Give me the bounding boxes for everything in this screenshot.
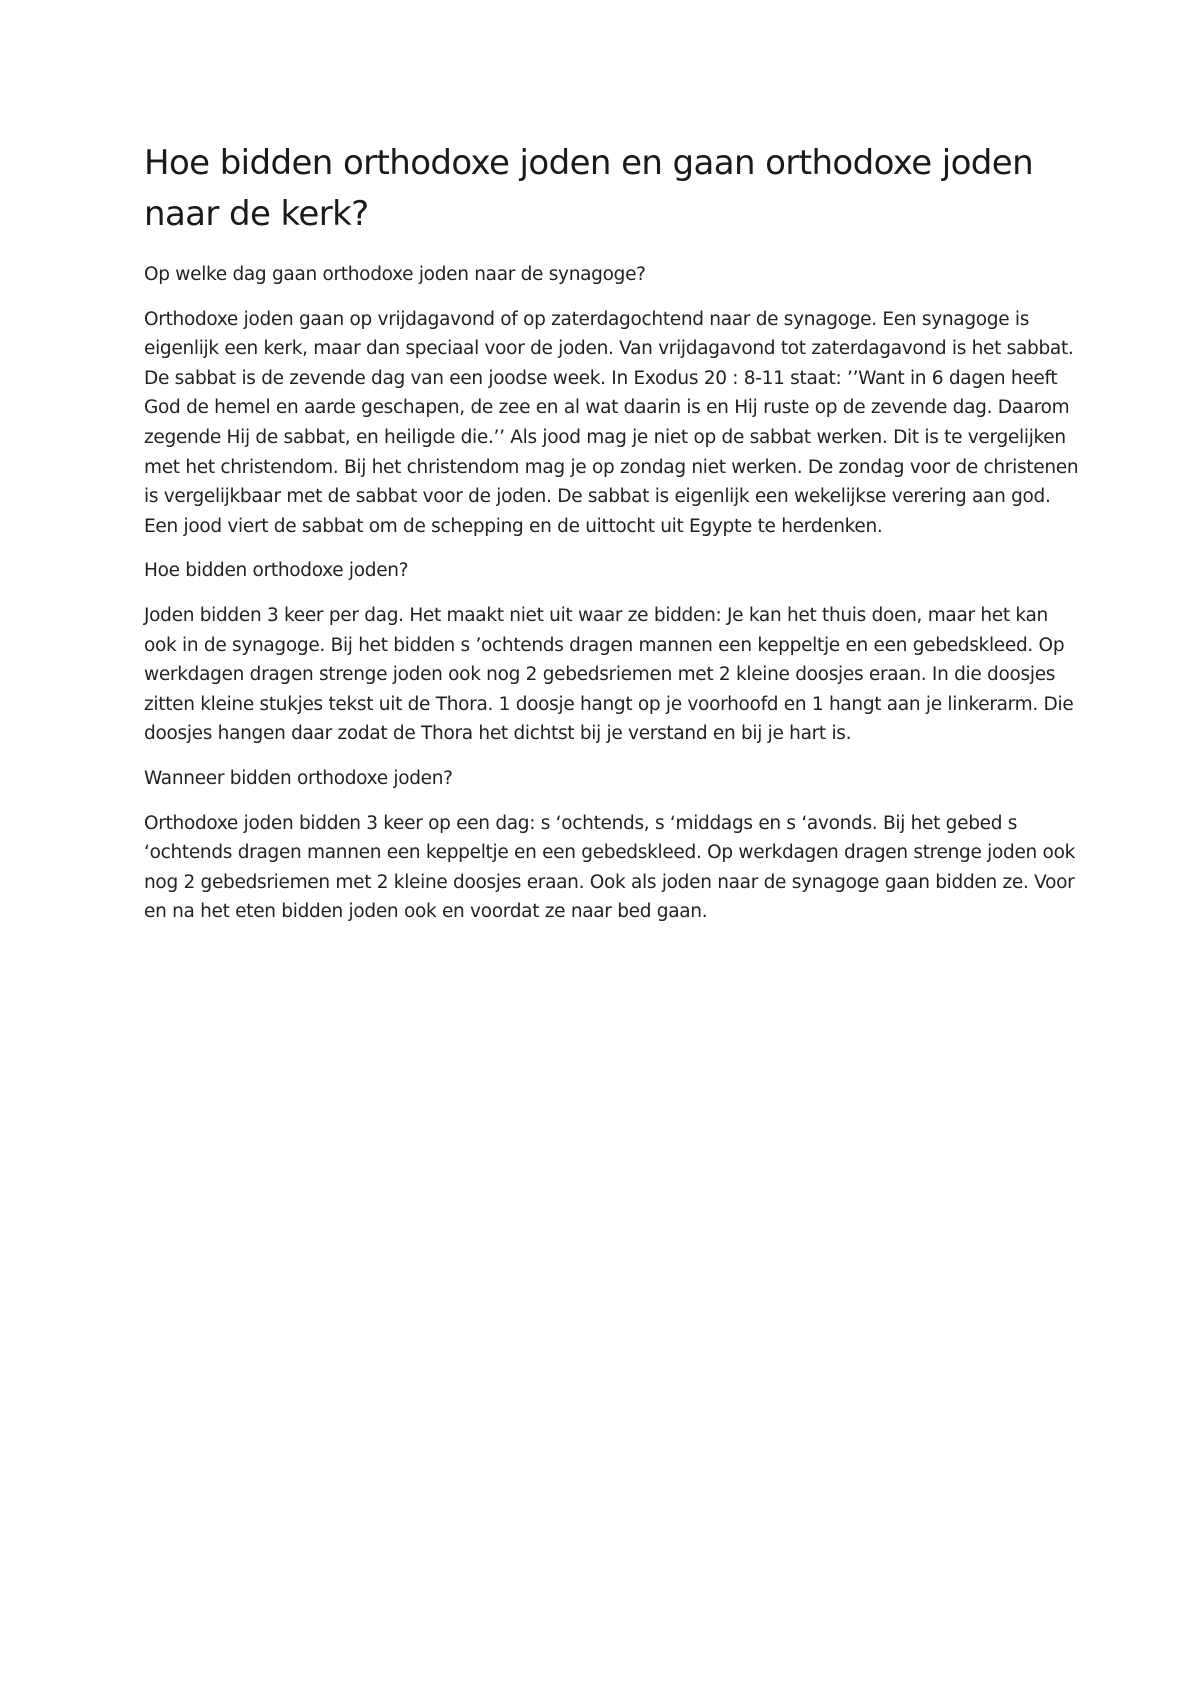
document-title: Hoe bidden orthodoxe joden en gaan orthodoxe joden naar de kerk? (144, 143, 1034, 234)
section-heading-how-to-pray: Hoe bidden orthodoxe joden? (144, 560, 409, 582)
document-content (144, 138, 1079, 942)
section-body-when-to-pray: Orthodoxe joden bidden 3 keer op een dag: s ‘ochtends, s ‘middags en s ‘avonds. Bij het gebed s ‘ochtends dragen mannen een keppeltje en een gebedskleed. Op werkdagen dragen strenge joden ook nog 2 gebedsriemen met 2 kleine doosjes eraan. Ook als joden naar de synagoge gaan bidden ze. Voor en na het eten bidden joden ook en voordat ze naar bed gaan. (144, 812, 1075, 923)
section-heading-sabbath-day: Op welke dag gaan orthodoxe joden naar de synagoge? (144, 264, 646, 285)
section-heading-when-to-pray: Wanneer bidden orthodoxe joden? (144, 767, 453, 789)
section-body-how-to-pray: Joden bidden 3 keer per dag. Het maakt niet uit waar ze bidden: Je kan het thuis doen, maar het kan ook in de synagoge. Bij het bidden s ’ochtends dragen mannen een keppeltje en een gebedskleed. Op werkdagen dragen strenge joden ook nog 2 gebedsriemen met 2 kleine doosjes eraan. In die doosjes zitten kleine stukjes tekst uit de Thora. 1 doosje hangt op je voorhoofd en 1 hangt aan je linkerarm. Die doosjes hangen daar zodat de Thora het dichtst bij je verstand en bij je hart is. (144, 604, 1074, 745)
section-body-sabbath-day: Orthodoxe joden gaan op vrijdagavond of op zaterdagochtend naar de synagoge. Een synagoge is eigenlijk een kerk, maar dan speciaal voor de joden. Van vrijdagavond tot zaterdagavond is het sabbat. De sabbat is de zevende dag van een joodse week. In Exodus 20 : 8-11 staat: ’’Want in 6 dagen heeft God de hemel en aarde geschapen, de zee en al wat daarin is en Hij ruste op de zevende dag. Daarom zegende Hij de sabbat, en heiligde die.’’ Als jood mag je niet op de sabbat werken. Dit is te vergelijken met het christendom. Bij het christendom mag je op zondag niet werken. De zondag voor de christenen is vergelijkbaar met de sabbat voor de joden. De sabbat is eigenlijk een wekelijkse verering aan god. Een jood viert de sabbat om de schepping en de uittocht uit Egypte te herdenken. (144, 308, 1079, 537)
